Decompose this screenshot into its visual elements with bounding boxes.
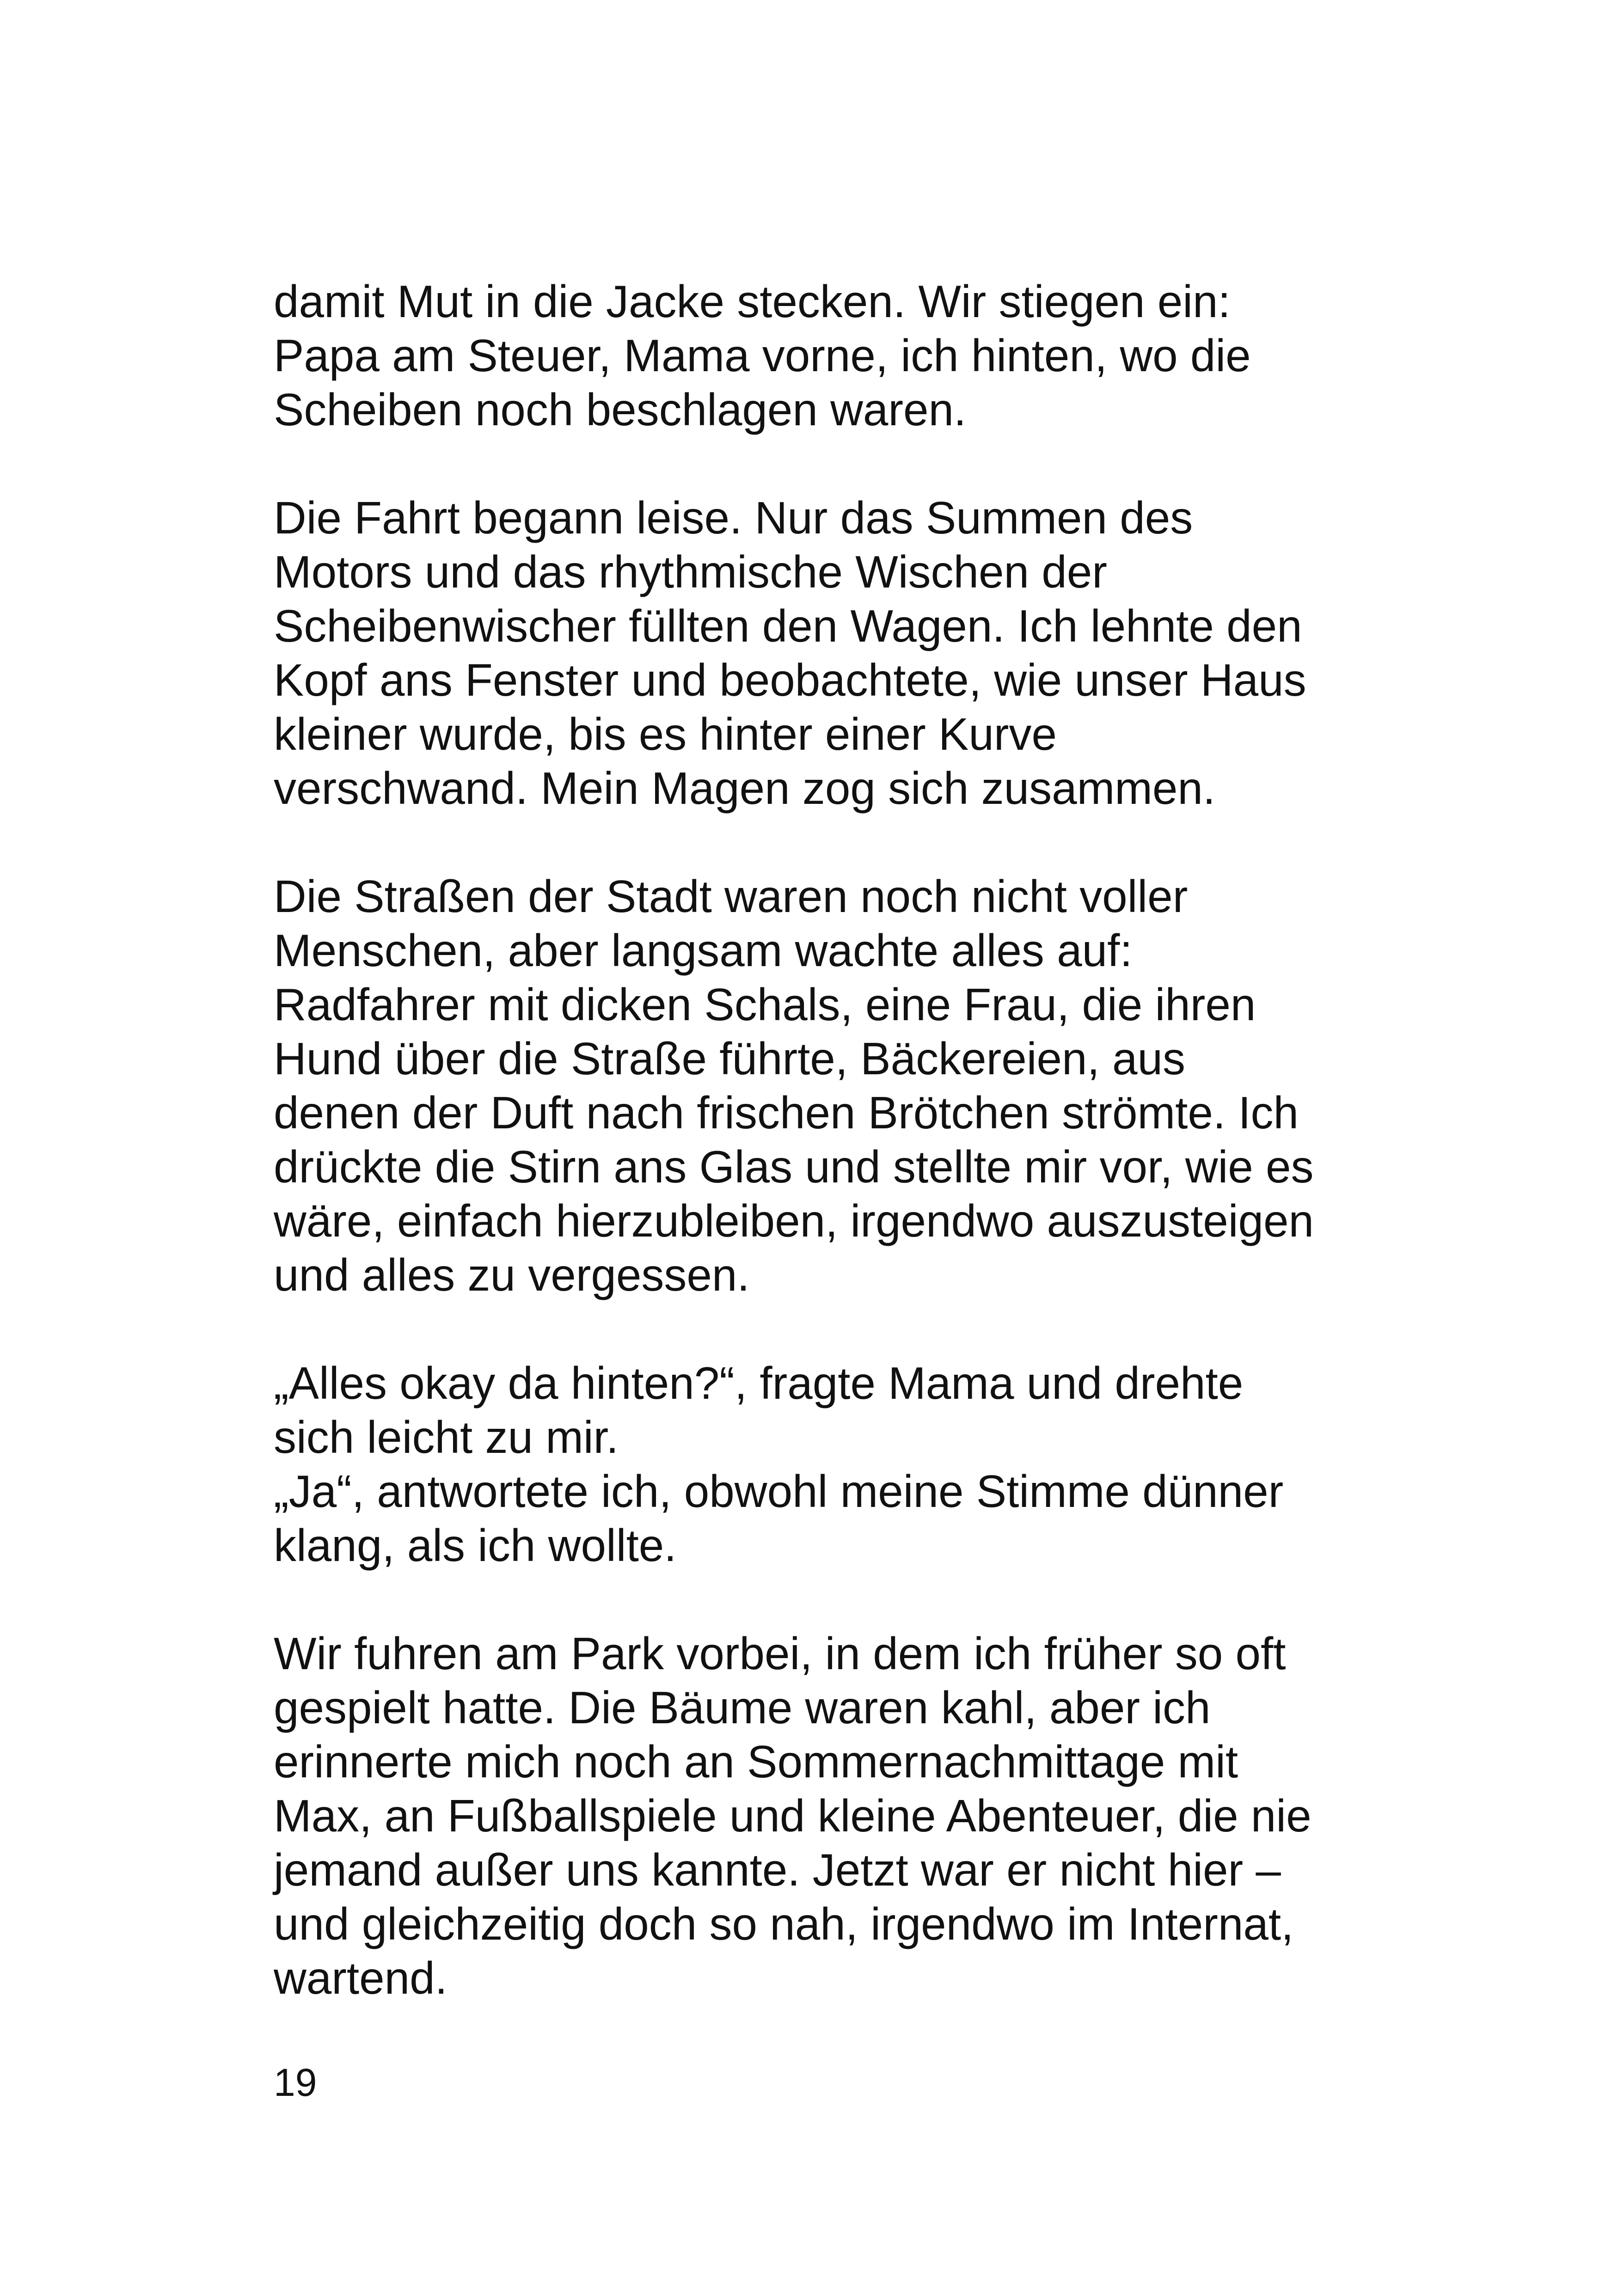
paragraph-5: [274, 1627, 1392, 2005]
body-text: [274, 275, 1392, 2005]
text-line: klang, als ich wollte.: [274, 1520, 677, 1571]
text-line: kleiner wurde, bis es hinter einer Kurve: [274, 709, 1057, 759]
page-number: 19: [274, 2061, 317, 2104]
text-line: Scheibenwischer füllten den Wagen. Ich lehnte den: [274, 600, 1302, 651]
text-line: Die Fahrt begann leise. Nur das Summen des: [274, 492, 1193, 543]
text-line: und alles zu vergessen.: [274, 1249, 750, 1300]
text-line: Radfahrer mit dicken Schals, eine Frau, die ihren: [274, 979, 1256, 1030]
paragraph-4: [274, 1356, 1392, 1573]
text-line: erinnerte mich noch an Sommernachmittage mit: [274, 1736, 1238, 1787]
text-line: wartend.: [274, 1953, 447, 2003]
text-line: jemand außer uns kannte. Jetzt war er nicht hier –: [274, 1844, 1281, 1895]
text-line: Papa am Steuer, Mama vorne, ich hinten, wo die: [274, 330, 1251, 381]
text-line: Hund über die Straße führte, Bäckereien, aus: [274, 1033, 1186, 1084]
text-line: „Ja“, antwortete ich, obwohl meine Stimme dünner: [274, 1466, 1284, 1517]
text-line: Motors und das rhythmische Wischen der: [274, 546, 1107, 597]
text-line: verschwand. Mein Magen zog sich zusammen.: [274, 763, 1216, 814]
text-line: denen der Duft nach frischen Brötchen strömte. Ich: [274, 1087, 1299, 1138]
text-line: Kopf ans Fenster und beobachtete, wie unser Haus: [274, 655, 1306, 705]
text-line: Scheiben noch beschlagen waren.: [274, 384, 967, 435]
paragraph-2: [274, 491, 1392, 815]
text-line: damit Mut in die Jacke stecken. Wir stiegen ein:: [274, 276, 1231, 327]
text-line: Menschen, aber langsam wachte alles auf:: [274, 925, 1133, 976]
text-line: Wir fuhren am Park vorbei, in dem ich früher so oft: [274, 1628, 1286, 1679]
text-line: drückte die Stirn ans Glas und stellte mir vor, wie es: [274, 1141, 1314, 1192]
text-line: gespielt hatte. Die Bäume waren kahl, aber ich: [274, 1682, 1211, 1733]
text-line: Die Straßen der Stadt waren noch nicht voller: [274, 871, 1188, 922]
text-line: sich leicht zu mir.: [274, 1412, 619, 1463]
paragraph-3: [274, 869, 1392, 1302]
text-line: „Alles okay da hinten?“, fragte Mama und drehte: [274, 1358, 1244, 1408]
text-line: und gleichzeitig doch so nah, irgendwo im Internat,: [274, 1898, 1294, 1949]
text-line: Max, an Fußballspiele und kleine Abenteuer, die nie: [274, 1790, 1312, 1841]
paragraph-1: [274, 275, 1392, 437]
text-line: wäre, einfach hierzubleiben, irgendwo auszusteigen: [274, 1195, 1314, 1246]
